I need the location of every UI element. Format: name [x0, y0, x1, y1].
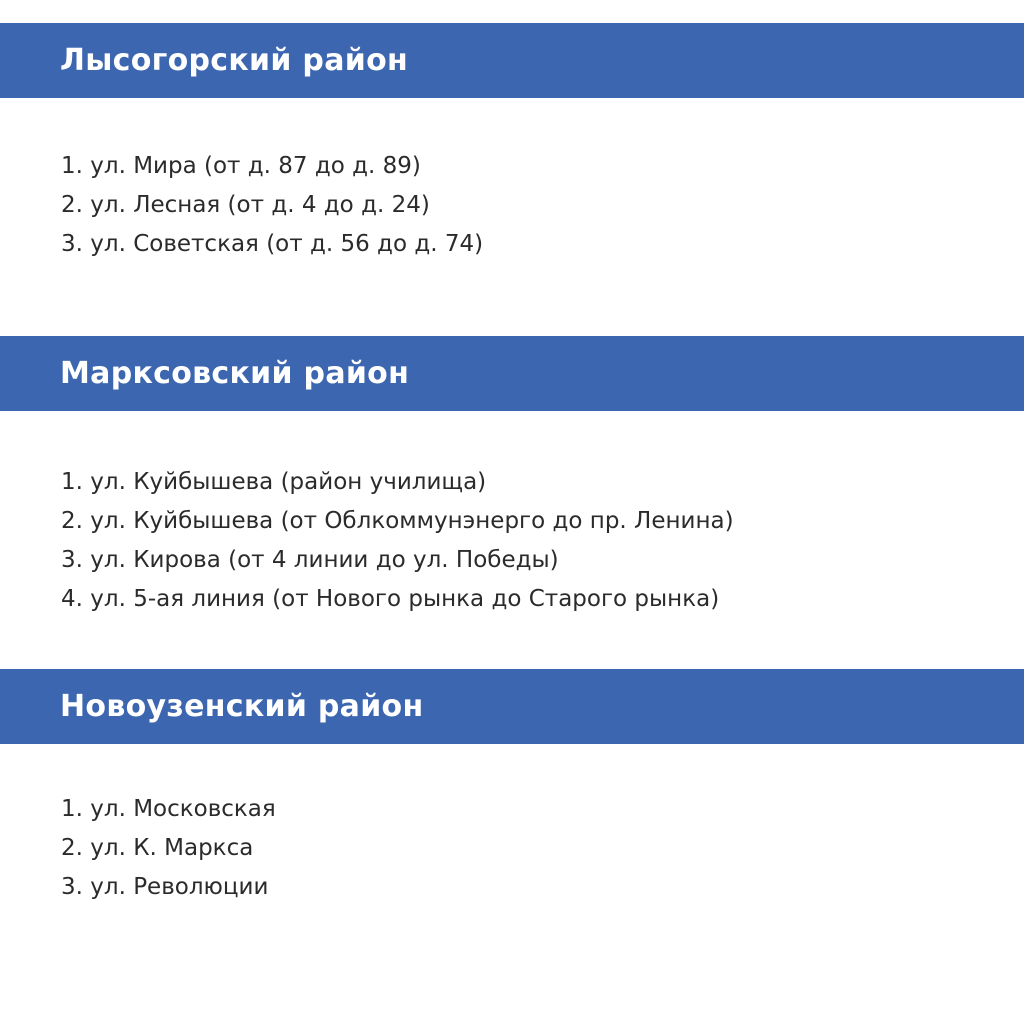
list-item: 4. ул. 5-ая линия (от Нового рынка до Старого рынка) — [61, 586, 720, 612]
list-item: 2. ул. К. Маркса — [61, 835, 254, 861]
street-list-novouzensky — [61, 790, 276, 907]
section-header-marksovsky — [0, 336, 1024, 411]
list-item: 2. ул. Куйбышева (от Облкоммунэнерго до пр. Ленина) — [61, 508, 734, 534]
section-title: Новоузенский район — [60, 689, 424, 724]
list-item: 1. ул. Московская — [61, 796, 276, 822]
list-item: 1. ул. Куйбышева (район училища) — [61, 469, 487, 495]
section-header-novouzensky — [0, 669, 1024, 744]
section-header-lysogorsky — [0, 23, 1024, 98]
street-list-lysogorsky — [61, 147, 483, 264]
section-title: Марксовский район — [60, 356, 410, 391]
list-item: 3. ул. Кирова (от 4 линии до ул. Победы) — [61, 547, 559, 573]
street-list-marksovsky — [61, 463, 734, 619]
section-title: Лысогорский район — [60, 43, 409, 78]
list-item: 1. ул. Мира (от д. 87 до д. 89) — [61, 153, 421, 179]
list-item: 2. ул. Лесная (от д. 4 до д. 24) — [61, 192, 430, 218]
list-item: 3. ул. Советская (от д. 56 до д. 74) — [61, 231, 484, 257]
list-item: 3. ул. Революции — [61, 874, 269, 900]
